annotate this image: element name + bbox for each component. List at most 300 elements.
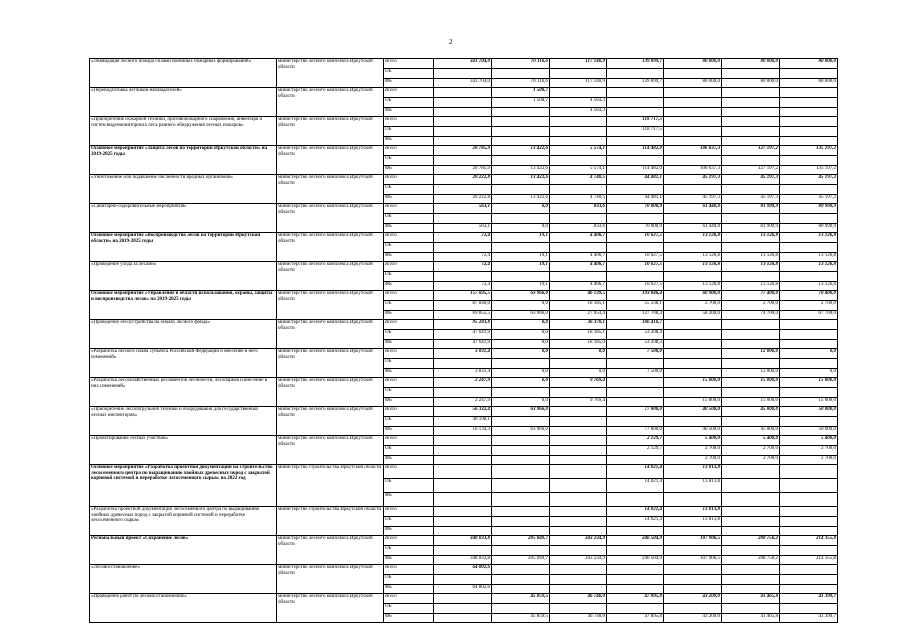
amount-cell: 10 627,5: [607, 262, 664, 272]
amount-cell: 343 234,9: [550, 536, 607, 546]
amount-cell: [492, 214, 550, 224]
amount-cell: [780, 465, 838, 479]
amount-cell: [550, 446, 607, 456]
amount-cell: [780, 565, 838, 575]
amount-cell: 50 000,0: [780, 427, 838, 436]
amount-cell: [780, 272, 838, 282]
amount-cell: 89 999,9: [780, 224, 838, 233]
amount-cell: 14 021,4: [607, 479, 664, 493]
amount-cell: 3 831,4: [434, 349, 492, 359]
amount-cell: 2 247,9: [434, 398, 492, 407]
amount-cell: 15 000,0: [722, 398, 780, 407]
funding-source: ОБ: [384, 359, 434, 369]
amount-cell: [722, 330, 780, 340]
table-row: [90, 204, 838, 214]
amount-cell: [664, 565, 722, 575]
table-row: [90, 88, 838, 98]
amount-cell: [607, 98, 664, 108]
amount-cell: 58 200,0: [664, 311, 722, 320]
amount-cell: [550, 137, 607, 146]
amount-cell: 40 198,1: [434, 417, 492, 427]
amount-cell: [550, 493, 607, 507]
amount-cell: 67 700,0: [780, 311, 838, 320]
amount-cell: 87 840,0: [434, 301, 492, 311]
amount-cell: [492, 359, 550, 369]
amount-cell: 13 813,8: [664, 465, 722, 479]
amount-cell: 47 895,8: [607, 614, 664, 623]
amount-cell: 72,4: [434, 253, 492, 262]
amount-cell: 0,0: [492, 301, 550, 311]
activity-name: «Санитарно-оздоровительные мероприятия»: [90, 204, 277, 233]
amount-cell: 13 813,8: [664, 507, 722, 517]
amount-cell: 43 209,0: [664, 614, 722, 623]
funding-source: ОБ: [384, 417, 434, 427]
amount-cell: [664, 575, 722, 585]
amount-cell: [434, 517, 492, 527]
amount-cell: [492, 388, 550, 398]
amount-cell: [550, 127, 607, 137]
amount-cell: 214 355,8: [780, 556, 838, 565]
amount-cell: [607, 493, 664, 507]
amount-cell: [780, 507, 838, 517]
funding-source: ОБ: [384, 546, 434, 556]
amount-cell: [607, 527, 664, 536]
amount-cell: 2 700,0: [664, 456, 722, 465]
amount-cell: [722, 585, 780, 594]
amount-cell: 74 700,0: [722, 311, 780, 320]
amount-cell: [780, 340, 838, 349]
amount-cell: 80 000,0: [780, 59, 838, 69]
amount-cell: 563,1: [434, 224, 492, 233]
amount-cell: 45 197,3: [722, 195, 780, 204]
amount-cell: [550, 507, 607, 517]
amount-cell: 117 140,9: [550, 59, 607, 69]
amount-cell: 15 000,0: [780, 398, 838, 407]
table-row: [90, 117, 838, 127]
funding-source: ОБ: [384, 156, 434, 166]
amount-cell: [722, 417, 780, 427]
amount-cell: [550, 214, 607, 224]
funding-source: ФБ: [384, 527, 434, 536]
amount-cell: [664, 417, 722, 427]
amount-cell: [780, 585, 838, 594]
amount-cell: [550, 585, 607, 594]
funding-source: Всего: [384, 594, 434, 604]
amount-cell: [780, 214, 838, 224]
funding-source: ФБ: [384, 137, 434, 146]
amount-cell: 13 126,8: [780, 253, 838, 262]
amount-cell: 45 859,5: [492, 594, 550, 604]
amount-cell: 80 000,0: [722, 79, 780, 88]
amount-cell: [550, 565, 607, 575]
amount-cell: [664, 117, 722, 127]
amount-cell: [780, 156, 838, 166]
amount-cell: 64 802,6: [434, 585, 492, 594]
activity-name: «Приобретение пожарной техники, противопожарного снаряжения, инвентаря и систем видеомониторинга леса раннего обнаружения лесных пожаров»: [90, 117, 277, 146]
amount-cell: [607, 185, 664, 195]
funding-source: ФБ: [384, 253, 434, 262]
amount-cell: 0,0: [492, 369, 550, 378]
amount-cell: [550, 69, 607, 79]
amount-cell: 5 400,0: [780, 436, 838, 446]
amount-cell: [550, 527, 607, 536]
amount-cell: 0,0: [492, 224, 550, 233]
funding-source: ФБ: [384, 224, 434, 233]
amount-cell: 833,6: [550, 204, 607, 214]
amount-cell: 18 185,0: [550, 340, 607, 349]
amount-cell: 106 637,3: [664, 166, 722, 175]
amount-cell: 44 481,1: [607, 175, 664, 185]
amount-cell: [434, 575, 492, 585]
amount-cell: [780, 527, 838, 536]
amount-cell: [550, 407, 607, 417]
amount-cell: 139 899,7: [607, 59, 664, 69]
amount-cell: [492, 465, 550, 479]
amount-cell: 2 700,0: [722, 446, 780, 456]
funding-source: ОБ: [384, 272, 434, 282]
amount-cell: 135 197,2: [780, 166, 838, 175]
table-row: [90, 436, 838, 446]
amount-cell: [492, 575, 550, 585]
amount-cell: 13 126,8: [780, 262, 838, 272]
page-number: 2: [449, 38, 453, 46]
amount-cell: [664, 214, 722, 224]
funding-source: Всего: [384, 291, 434, 301]
amount-cell: [492, 137, 550, 146]
amount-cell: 13 126,8: [722, 233, 780, 243]
amount-cell: [550, 185, 607, 195]
funding-source: ФБ: [384, 166, 434, 175]
amount-cell: 20 785,9: [434, 146, 492, 156]
funding-source: ФБ: [384, 456, 434, 465]
amount-cell: [550, 88, 607, 98]
amount-cell: [607, 243, 664, 253]
amount-cell: [607, 585, 664, 594]
table-row: [90, 507, 838, 517]
amount-cell: 15 000,0: [722, 378, 780, 388]
amount-cell: 81 999,9: [722, 224, 780, 233]
amount-cell: [664, 127, 722, 137]
amount-cell: 13 126,8: [722, 282, 780, 291]
amount-cell: [722, 388, 780, 398]
amount-cell: [550, 359, 607, 369]
responsible-executor: министерство лесного комплекса Иркутской области: [277, 378, 384, 407]
amount-cell: [722, 185, 780, 195]
amount-cell: 5 574,1: [550, 146, 607, 156]
activity-name: «Ликвидация лесного пожара силами наземных пожарных формирований»: [90, 59, 277, 88]
amount-cell: 10 627,5: [607, 253, 664, 262]
amount-cell: [492, 527, 550, 536]
funding-source: ОБ: [384, 243, 434, 253]
amount-cell: 56 332,4: [434, 407, 492, 417]
funding-source: ОБ: [384, 301, 434, 311]
table-row: [90, 536, 838, 546]
amount-cell: 50 000,0: [780, 407, 838, 417]
amount-cell: [434, 456, 492, 465]
funding-source: Всего: [384, 349, 434, 359]
amount-cell: [492, 493, 550, 507]
amount-cell: 27 954,4: [550, 311, 607, 320]
amount-cell: 5 400,0: [664, 436, 722, 446]
amount-cell: 41 399,7: [780, 614, 838, 623]
activity-name: Региональный проект «Сохранение лесов»: [90, 536, 277, 565]
amount-cell: 0,0: [780, 369, 838, 378]
amount-cell: [780, 479, 838, 493]
amount-cell: 12 000,0: [722, 369, 780, 378]
amount-cell: 348 033,8: [434, 556, 492, 565]
amount-cell: 45 000,0: [722, 407, 780, 417]
activity-name: Основное мероприятие «Воспроизводство лесов на территории Иркутской области» на 2019-2025 годы: [90, 233, 277, 262]
amount-cell: 45 859,5: [492, 614, 550, 623]
table-row: [90, 465, 838, 479]
amount-cell: 46 740,0: [550, 594, 607, 604]
amount-cell: 45 197,3: [722, 175, 780, 185]
amount-cell: [722, 98, 780, 108]
amount-cell: [664, 340, 722, 349]
amount-cell: 45 000,0: [722, 427, 780, 436]
amount-cell: 19,1: [492, 262, 550, 272]
amount-cell: [434, 108, 492, 117]
amount-cell: 0,0: [492, 349, 550, 359]
amount-cell: [434, 527, 492, 536]
amount-cell: 14 021,4: [607, 517, 664, 527]
funding-source: ОБ: [384, 575, 434, 585]
amount-cell: [722, 272, 780, 282]
amount-cell: [434, 127, 492, 137]
amount-cell: 107 906,5: [664, 536, 722, 546]
responsible-executor: министерство лесного комплекса Иркутской области: [277, 233, 384, 262]
funding-source: Всего: [384, 465, 434, 479]
amount-cell: [664, 349, 722, 359]
responsible-executor: министерство лесного комплекса Иркутской области: [277, 262, 384, 291]
amount-cell: [434, 507, 492, 517]
table-row: [90, 175, 838, 185]
amount-cell: 13 126,8: [664, 253, 722, 262]
activity-name: «Проведение лесоустройства на землях лесного фонда»: [90, 320, 277, 349]
amount-cell: 19,1: [492, 233, 550, 243]
amount-cell: 118 717,5: [607, 127, 664, 137]
amount-cell: 80 000,0: [664, 79, 722, 88]
amount-cell: 343 234,9: [550, 556, 607, 565]
funding-source: Всего: [384, 320, 434, 330]
amount-cell: [607, 378, 664, 388]
amount-cell: [550, 427, 607, 436]
amount-cell: 137 708,3: [607, 311, 664, 320]
amount-cell: 2 700,0: [722, 456, 780, 465]
amount-cell: 4 564,3: [550, 98, 607, 108]
amount-cell: [780, 330, 838, 340]
funding-source: ФБ: [384, 282, 434, 291]
activity-name: «Переподготовка летчиков-наблюдателей»: [90, 88, 277, 117]
amount-cell: 89 999,9: [780, 204, 838, 214]
table-row: [90, 320, 838, 330]
amount-cell: 157 695,5: [434, 291, 492, 301]
amount-cell: [722, 359, 780, 369]
amount-cell: 45 197,3: [780, 195, 838, 204]
table-row: [90, 233, 838, 243]
amount-cell: 13 422,6: [492, 175, 550, 185]
amount-cell: [492, 117, 550, 127]
amount-cell: 114 482,0: [607, 166, 664, 175]
amount-cell: [664, 546, 722, 556]
amount-cell: 46 139,5: [550, 291, 607, 301]
amount-cell: 4 406,7: [550, 282, 607, 291]
amount-cell: [780, 137, 838, 146]
amount-cell: 20 785,9: [434, 166, 492, 175]
amount-cell: [492, 546, 550, 556]
funding-source: Всего: [384, 204, 434, 214]
amount-cell: 106 416,7: [607, 320, 664, 330]
responsible-executor: министерство лесного комплекса Иркутской области: [277, 146, 384, 175]
table-row: [90, 378, 838, 388]
amount-cell: 2 700,0: [780, 456, 838, 465]
amount-cell: 1 508,7: [492, 88, 550, 98]
amount-cell: [492, 272, 550, 282]
amount-cell: [664, 604, 722, 614]
amount-cell: 7 500,0: [607, 369, 664, 378]
amount-cell: [722, 117, 780, 127]
amount-cell: 0,0: [492, 378, 550, 388]
amount-cell: [780, 185, 838, 195]
amount-cell: 70 116,6: [492, 59, 550, 69]
funding-source: ФБ: [384, 195, 434, 204]
amount-cell: [550, 604, 607, 614]
amount-cell: 20 222,8: [434, 195, 492, 204]
amount-cell: 9 769,4: [550, 378, 607, 388]
amount-cell: [492, 479, 550, 493]
activity-name: «Проектирование лесных участков»: [90, 436, 277, 465]
amount-cell: [434, 446, 492, 456]
amount-cell: 45 197,3: [664, 175, 722, 185]
amount-cell: 80 000,0: [664, 59, 722, 69]
table-row: [90, 565, 838, 575]
amount-cell: [722, 546, 780, 556]
amount-cell: 2 700,0: [722, 301, 780, 311]
activity-name: «Проведение работ по лесовосстановлению»: [90, 594, 277, 623]
amount-cell: [664, 527, 722, 536]
responsible-executor: министерство лесного комплекса Иркутской области: [277, 407, 384, 436]
amount-cell: 13 126,8: [722, 253, 780, 262]
amount-cell: [550, 417, 607, 427]
amount-cell: 4 406,7: [550, 233, 607, 243]
responsible-executor: министерство лесного комплекса Иркутской области: [277, 291, 384, 320]
amount-cell: [780, 88, 838, 98]
amount-cell: 4 564,3: [550, 108, 607, 117]
amount-cell: [607, 546, 664, 556]
amount-cell: [780, 69, 838, 79]
activity-name: Основное мероприятие «Разработка проектной документации на строительство лесосеменного центра по выращиванию хвойных древесных пород с закрытой корневой системой и переработке лесосеменного сырья» на 2022 год: [90, 465, 277, 507]
amount-cell: 70 000,9: [607, 204, 664, 214]
activity-name: «Проведение ухода за лесами»: [90, 262, 277, 291]
amount-cell: [607, 417, 664, 427]
amount-cell: 70 400,0: [780, 291, 838, 301]
amount-cell: [722, 465, 780, 479]
amount-cell: 81 999,9: [722, 204, 780, 214]
activity-name: «Разработка лесохозяйственных регламентов лесничеств, лесопарков и внесение в них изменений»: [90, 378, 277, 407]
amount-cell: [434, 359, 492, 369]
amount-cell: 127 197,2: [722, 166, 780, 175]
responsible-executor: министерство строительства Иркутской области: [277, 465, 384, 507]
amount-cell: [434, 98, 492, 108]
table-row: [90, 291, 838, 301]
amount-cell: 41 399,7: [780, 594, 838, 604]
funding-source: ОБ: [384, 214, 434, 224]
amount-cell: [607, 214, 664, 224]
amount-cell: 63 966,0: [492, 407, 550, 417]
amount-cell: [607, 388, 664, 398]
amount-cell: 107 906,5: [664, 556, 722, 565]
amount-cell: 36 370,1: [550, 320, 607, 330]
activity-name: Основное мероприятие «Защита лесов на территории Иркутской области» на 2019-2025 годы: [90, 146, 277, 175]
funding-source: ОБ: [384, 604, 434, 614]
amount-cell: 13 126,8: [722, 262, 780, 272]
amount-cell: [722, 69, 780, 79]
activity-name: «Лесовосстановление»: [90, 565, 277, 594]
amount-cell: [434, 243, 492, 253]
amount-cell: 13 422,6: [492, 146, 550, 156]
funding-source: ОБ: [384, 479, 434, 493]
amount-cell: [434, 594, 492, 604]
amount-cell: [780, 127, 838, 137]
amount-cell: [492, 436, 550, 446]
activity-name: «Приобретение лесопатрульной техники и оборудования для государственных лесных инспекторов»: [90, 407, 277, 436]
amount-cell: [664, 243, 722, 253]
amount-cell: [607, 272, 664, 282]
amount-cell: [492, 585, 550, 594]
amount-cell: 343 704,0: [434, 59, 492, 69]
amount-cell: 80 000,0: [722, 59, 780, 69]
amount-cell: 2 700,0: [780, 301, 838, 311]
amount-cell: [607, 398, 664, 407]
amount-cell: 40 500,0: [664, 407, 722, 417]
funding-source: ФБ: [384, 585, 434, 594]
amount-cell: 72,4: [434, 262, 492, 272]
amount-cell: 1 508,7: [492, 98, 550, 108]
amount-cell: 205 049,7: [492, 556, 550, 565]
funding-source: Всего: [384, 536, 434, 546]
amount-cell: 343 704,0: [434, 79, 492, 88]
amount-cell: [780, 517, 838, 527]
amount-cell: [722, 88, 780, 98]
amount-cell: 13 126,8: [664, 262, 722, 272]
amount-cell: 5 574,1: [550, 166, 607, 175]
amount-cell: [722, 493, 780, 507]
amount-cell: [722, 527, 780, 536]
activity-name: Основное мероприятие «Управление в области использования, охраны, защиты и воспроизводства лесов» на 2019-2025 годы: [90, 291, 277, 320]
amount-cell: [780, 117, 838, 127]
amount-cell: [434, 137, 492, 146]
responsible-executor: министерство лесного комплекса Иркутской области: [277, 594, 384, 623]
funding-source: ОБ: [384, 127, 434, 137]
amount-cell: 114 482,0: [607, 146, 664, 156]
responsible-executor: министерство лесного комплекса Иркутской области: [277, 320, 384, 349]
amount-cell: [550, 456, 607, 465]
amount-cell: 4 740,5: [550, 195, 607, 204]
amount-cell: 13 126,8: [664, 233, 722, 243]
amount-cell: [780, 493, 838, 507]
amount-cell: 246 504,9: [607, 556, 664, 565]
amount-cell: [434, 388, 492, 398]
amount-cell: [780, 320, 838, 330]
table-row: [90, 594, 838, 604]
amount-cell: [434, 546, 492, 556]
amount-cell: [434, 479, 492, 493]
amount-cell: [607, 88, 664, 98]
responsible-executor: министерство лесного комплекса Иркутской области: [277, 436, 384, 465]
amount-cell: [722, 565, 780, 575]
amount-cell: [492, 185, 550, 195]
amount-cell: [780, 575, 838, 585]
